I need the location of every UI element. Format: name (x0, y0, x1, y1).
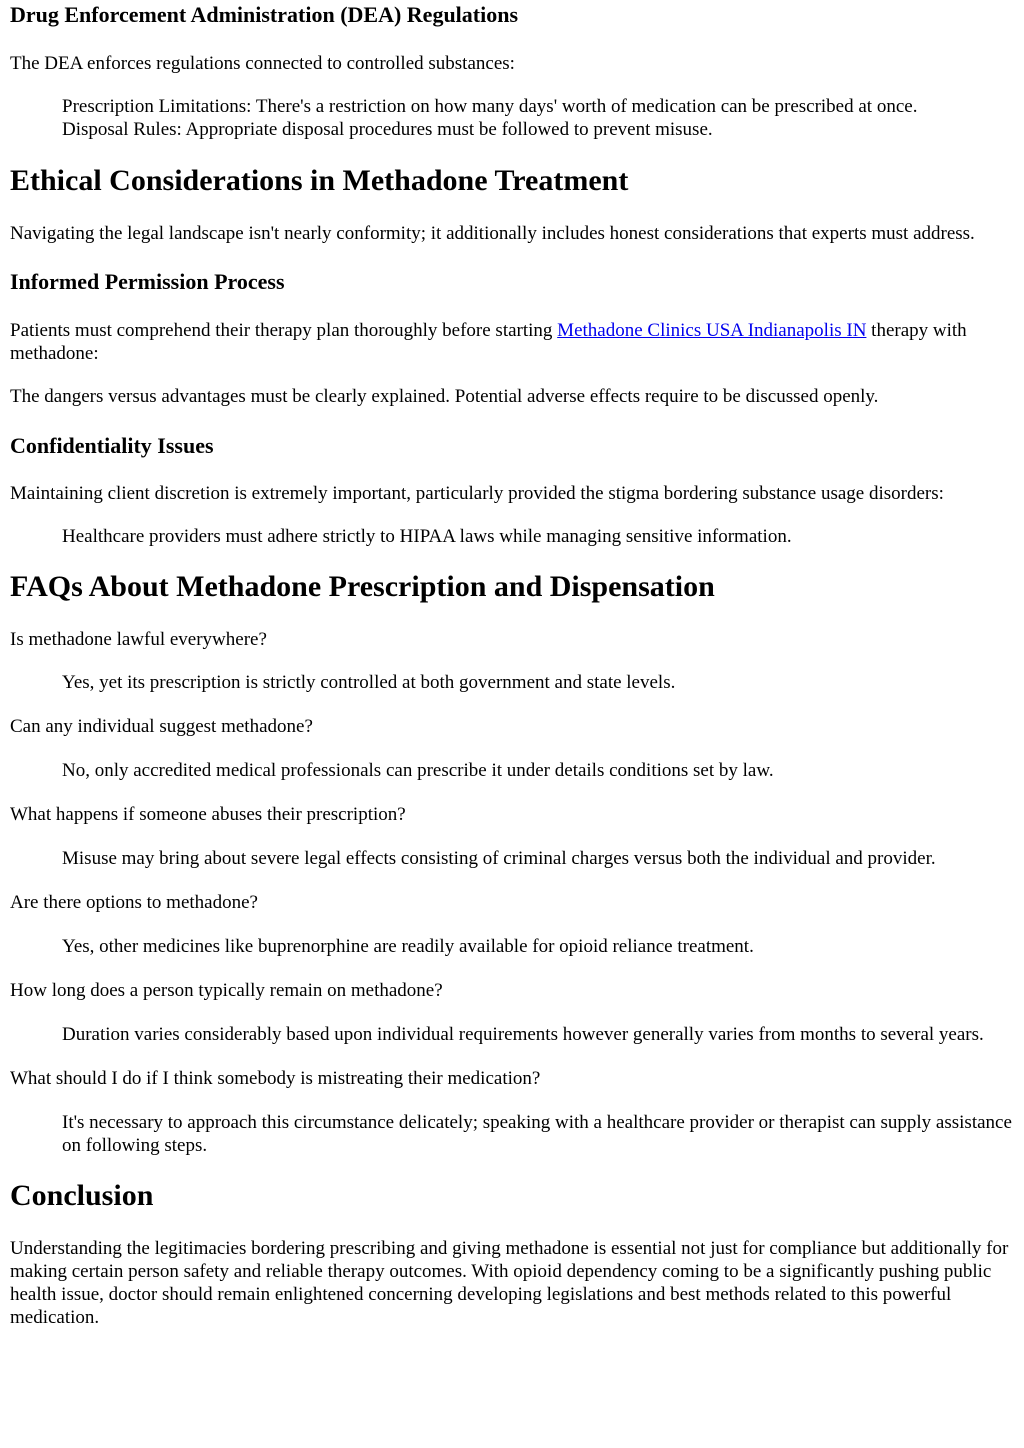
list-item: Prescription Limitations: There's a restriction on how many days' worth of medication can be prescribed at once. (62, 96, 918, 117)
consent-text-before: Patients must comprehend their therapy plan thoroughly before starting (10, 320, 558, 341)
faq-answer: Misuse may bring about severe legal effects consisting of criminal charges versus both the individual and provider. (62, 848, 936, 869)
faq-answer: It's necessary to approach this circumstance delicately; speaking with a healthcare provider or therapist can supply assistance on following steps. (62, 1112, 1012, 1156)
faq-answer: Yes, yet its prescription is strictly controlled at both government and state levels. (62, 672, 676, 693)
dea-heading: Drug Enforcement Administration (DEA) Regulations (10, 2, 519, 27)
faq-question: What should I do if I think somebody is mistreating their medication? (10, 1068, 541, 1089)
faqs-heading: FAQs About Methadone Prescription and Dispensation (10, 570, 715, 603)
list-item: Disposal Rules: Appropriate disposal procedures must be followed to prevent misuse. (62, 119, 713, 140)
consent-heading: Informed Permission Process (10, 269, 285, 294)
list-item: Healthcare providers must adhere strictly to HIPAA laws while managing sensitive information. (62, 526, 792, 547)
methadone-clinics-link[interactable]: Methadone Clinics USA Indianapolis IN (557, 320, 867, 341)
faq-answer: Duration varies considerably based upon individual requirements however generally varies from months to several years. (62, 1024, 984, 1045)
faq-question: Can any individual suggest methadone? (10, 716, 313, 737)
consent-detail: The dangers versus advantages must be clearly explained. Potential adverse effects require to be discussed openly. (10, 386, 879, 407)
ethical-intro: Navigating the legal landscape isn't nearly conformity; it additionally includes honest considerations that experts must address. (10, 223, 975, 244)
conclusion-heading: Conclusion (10, 1179, 154, 1212)
dea-intro: The DEA enforces regulations connected to controlled substances: (10, 53, 515, 74)
article (0, 2, 1024, 1329)
consent-text-after: therapy with methadone: (10, 320, 967, 364)
confidentiality-heading: Confidentiality Issues (10, 433, 214, 458)
ethical-heading: Ethical Considerations in Methadone Treatment (10, 164, 629, 197)
faq-question: What happens if someone abuses their prescription? (10, 804, 406, 825)
faq-answer: Yes, other medicines like buprenorphine are readily available for opioid reliance treatment. (62, 936, 754, 957)
faq-question: Are there options to methadone? (10, 892, 258, 913)
faq-answer: No, only accredited medical professionals can prescribe it under details conditions set by law. (62, 760, 774, 781)
conclusion-text: Understanding the legitimacies bordering prescribing and giving methadone is essential not just for compliance but additionally for making certain person safety and reliable therapy outcomes. With opioid dependency coming to be a significantly pushing public health issue, doctor should remain enlightened concerning developing legislations and best methods related to this powerful medication. (10, 1238, 1009, 1328)
confidentiality-intro: Maintaining client discretion is extremely important, particularly provided the stigma bordering substance usage disorders: (10, 483, 944, 504)
consent-paragraph (10, 319, 1014, 365)
faq-question: Is methadone lawful everywhere? (10, 629, 267, 650)
faq-question: How long does a person typically remain on methadone? (10, 980, 443, 1001)
dea-list (62, 95, 1014, 141)
